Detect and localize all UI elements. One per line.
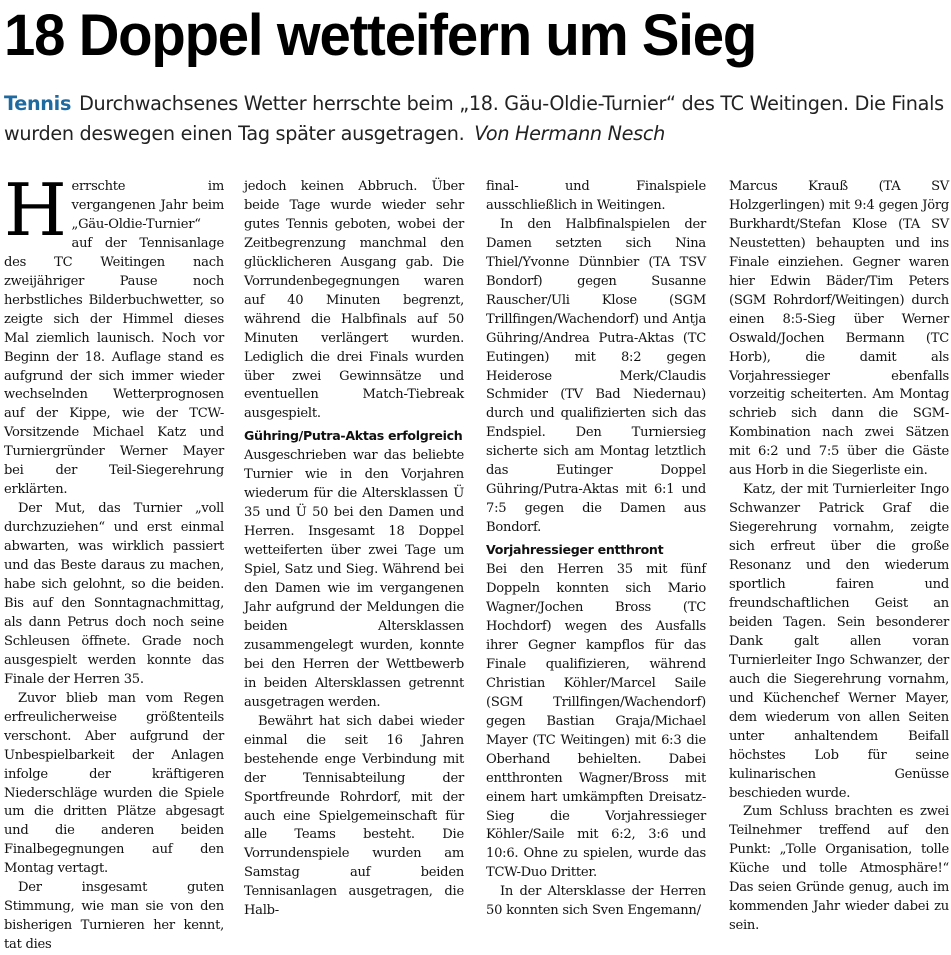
article-column-2 [244, 178, 464, 919]
author-byline: Von Hermann Nesch [474, 122, 665, 145]
article-column-3 [486, 178, 706, 919]
article-column-1 [4, 168, 224, 953]
subheadline [4, 89, 944, 149]
headline: 18 Doppel wetteifern um Sieg [4, 3, 757, 68]
paragraph: final- und Finalspiele ausschließlich in Weitingen. [486, 179, 706, 213]
paragraph: Katz, der mit Turnierleiter Ingo Schwanzer Patrick Graf die Siegerehrung vornahm, zeigte sich erfreut über die große Resonanz und den wiederum sportlich fairen und freundschaftlichen Geist an beiden Tagen. Sein besonderer Dank galt allen voran Turnierleiter Ingo Schwanzer, der auch die Siegerehrung vornahm, und Küchenchef Werner Mayer, dem wiederum von allen Seiten unter anhaltendem Beifall höchstes Lob für seine kulinarischen Genüsse beschieden wurde. [729, 482, 949, 801]
paragraph: Zum Schluss brachten es zwei Teilnehmer treffend auf den Punkt: „Tolle Organisation, tolle Küche und tolle Atmosphäre!“ Das seien Gründe genug, auch im kommenden Jahr wieder dabei zu sein. [729, 804, 949, 934]
paragraph: Der Mut, das Turnier „voll durchzuziehen“ und erst einmal abwarten, was wirklich passiert und das Beste daraus zu machen, habe sich gelohnt, so die beiden. Bis auf den Sonntagnachmittag, als dann Petrus doch noch seine Schleusen öffnete. Grade noch ausgespielt werden konnte das Finale der Herren 35. [4, 501, 224, 687]
paragraph: Der insgesamt guten Stimmung, wie man sie von den bisherigen Turnieren her kennt, tat dies [4, 880, 224, 953]
article-column-4 [729, 178, 949, 934]
paragraph: Bei den Herren 35 mit fünf Doppeln konnten sich Mario Wagner/Jochen Bross (TC Hochdorf) wegen des Ausfalls ihrer Gegner kampflos für das Finale qualifizieren, während Christian Köhler/Marcel Saile (SGM Trillfingen/Wachendorf) gegen Bastian Graja/Michael Mayer (TC Weitingen) mit 6:3 die Oberhand behielten. Dabei entthronten Wagner/Bross mit einem hart umkämpften Dreisatz-Sieg die Vorjahressieger Köhler/Saile mit 6:2, 3:6 und 10:6. Ohne zu spielen, wurde das TCW-Duo Dritter. [486, 562, 706, 881]
paragraph: Marcus Krauß (TA SV Holzgerlingen) mit 9:4 gegen Jörg Burkhardt/Stefan Klose (TA SV Neustetten) behaupten und ins Finale einziehen. Gegner waren hier Edwin Bäder/Tim Peters (SGM Rohrdorf/Weitingen) durch einen 8:5-Sieg über Werner Oswald/Jochen Bermann (TC Horb), die damit als Vorjahressieger ebenfalls vorzeitig scheiterten. Am Montag schrieb sich dann die SGM-Kombination nach zwei Sätzen mit 6:2 und 7:5 über die Gäste aus Horb in die Siegerliste ein. [729, 179, 949, 479]
paragraph: In den Halbfinalspielen der Damen setzten sich Nina Thiel/Yvonne Dünnbier (TA TSV Bondorf) gegen Susanne Rauscher/Uli Klose (SGM Trillfingen/Wachendorf) und Antja Gühring/Andrea Putra-Aktas (TC Eutingen) mit 8:2 gegen Heiderose Merk/Claudis Schmider (TV Bad Niedernau) durch und qualifizierten sich das Endspiel. Den Turniersieg sicherte sich am Montag letztlich das Eutinger Doppel Gühring/Putra-Aktas mit 6:1 und 7:5 gegen die Damen aus Bondorf. [486, 216, 706, 536]
paragraph: In der Altersklasse der Herren 50 konnten sich Sven Engemann/ [486, 884, 706, 919]
paragraph: jedoch keinen Abbruch. Über beide Tage wurde wieder sehr gutes Tennis geboten, wobei der Zeitbegrenzung manchmal den glücklicheren Ausgang gab. Die Vorrundenbegegnungen waren auf 40 Minuten begrenzt, während die Halbfinals auf 50 Minuten verlängert wurden. Lediglich die drei Finals wurden über zwei Gewinnsätze und eventuellen Match-Tiebreak ausgespielt. [244, 179, 464, 422]
section-heading: Gühring/Putra-Aktas erfolgreich [244, 428, 463, 444]
subheadline-text: Durchwachsenes Wetter herrschte beim „18. Gäu-Oldie-Turnier“ des TC Weitingen. Die Finals wurden deswegen einen Tag später ausgetragen. [4, 92, 944, 145]
section-kicker: Tennis [4, 92, 72, 115]
drop-cap: H [4, 168, 67, 252]
paragraph: Zuvor blieb man vom Regen erfreulicherweise größtenteils verschont. Aber aufgrund der Unbespielbarkeit der Anlagen infolge der kräftigeren Niederschläge wurden die Spiele um die dritten Plätze abgesagt und die anderen beiden Finalbegegnungen auf den Montag vertagt. [4, 690, 224, 877]
section-heading: Vorjahressieger entthront [486, 542, 664, 558]
paragraph: Ausgeschrieben war das beliebte Turnier wie in den Vorjahren wiederum für die Altersklassen Ü 35 und Ü 50 bei den Damen und Herren. Insgesamt 18 Doppel wetteiferten über zwei Tage um Spiel, Satz und Sieg. Während bei den Damen wie im vergangenen Jahr aufgrund der Meldungen die beiden Altersklassen zusammengelegt wurden, konnte bei den Herren der Wettbewerb in beiden Altersklassen getrennt ausgetragen werden. [244, 448, 464, 710]
paragraph: errschte im vergangenen Jahr beim „Gäu-Oldie-Turnier“ auf der Tennisanlage des TC Weitingen nach zweijähriger Pause noch herbstliches Bilderbuchwetter, so zeigte sich der Himmel dieses Mal ziemlich launisch. Noch vor Beginn der 18. Auflage stand es aufgrund der sich immer wieder wechselnden Wetterprognosen auf der Kippe, wie der TCW-Vorsitzende Michael Katz und Turniergründer Werner Mayer bei der Teil-Siegerehrung erklärten. [4, 179, 224, 498]
paragraph: Bewährt hat sich dabei wieder einmal die seit 16 Jahren bestehende enge Verbindung mit der Tennisabteilung der Sportfreunde Rohrdorf, mit der auch eine Spielgemeinschaft für alle Teams besteht. Die Vorrundenspiele wurden am Samstag auf beiden Tennisanlagen ausgetragen, die Halb- [244, 713, 464, 919]
